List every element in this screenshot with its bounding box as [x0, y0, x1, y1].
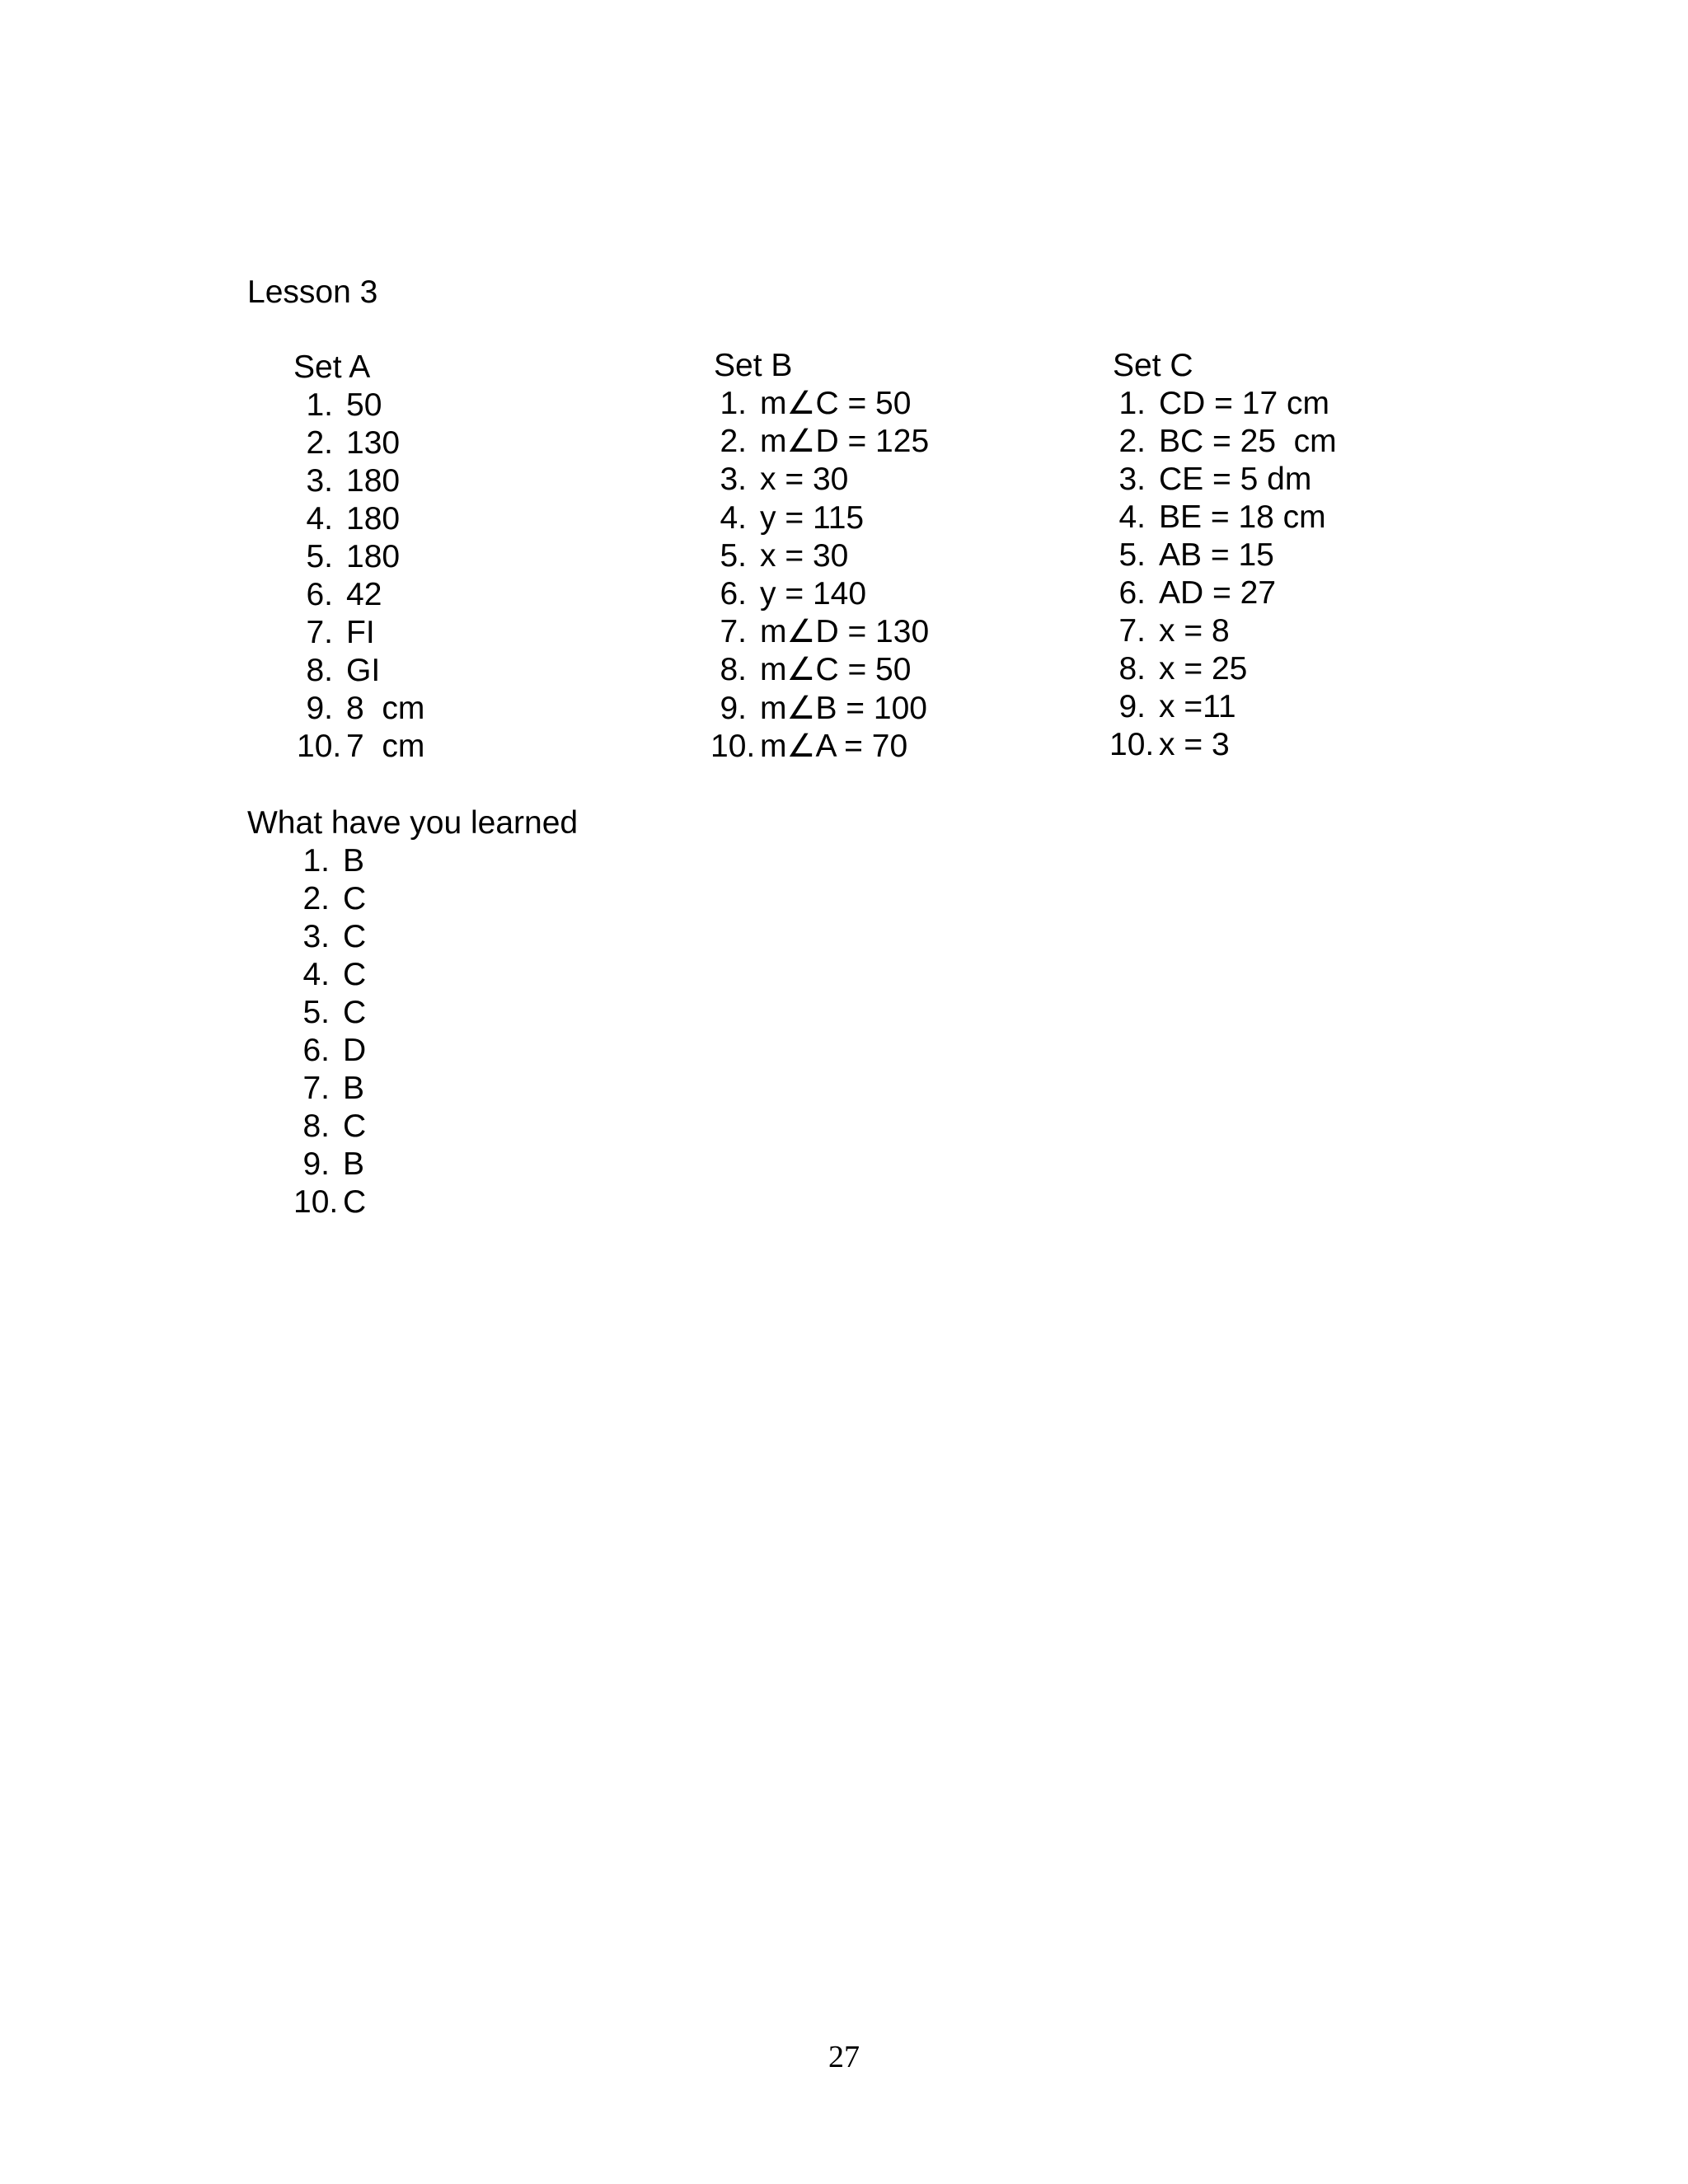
answer-number: 7.: [720, 614, 747, 650]
answer-text: 7 cm: [346, 729, 425, 764]
answer-number: 6.: [302, 1033, 330, 1068]
answer-item: [710, 537, 929, 575]
answer-number: 9.: [720, 690, 747, 726]
answer-item: [293, 1070, 578, 1108]
answer-number: 8.: [720, 652, 747, 688]
answer-text: 180: [346, 501, 401, 537]
answer-item: [293, 1032, 578, 1070]
set-a-heading: Set A: [293, 349, 371, 385]
answer-text: x = 8: [1159, 613, 1230, 649]
answer-number: 8.: [302, 1108, 330, 1144]
answer-text: CE = 5 dm: [1159, 462, 1312, 497]
answer-text: C: [343, 1108, 367, 1144]
answer-item: [710, 385, 929, 423]
answer-text: m∠C = 50: [760, 386, 912, 421]
answer-number: 9.: [302, 1146, 330, 1182]
set-c-heading: Set C: [1113, 348, 1193, 383]
answer-number: 10.: [293, 1184, 339, 1220]
answer-item: [1109, 612, 1337, 650]
answer-number: 5.: [302, 995, 330, 1030]
answer-text: C: [343, 995, 367, 1030]
answer-text: 180: [346, 463, 401, 499]
answer-text: y = 115: [760, 499, 865, 536]
answer-number: 2.: [306, 425, 333, 461]
answer-number: 10.: [1109, 727, 1155, 762]
answer-item: [710, 461, 929, 499]
answer-number: 3.: [1118, 462, 1146, 497]
answer-item: [710, 575, 929, 613]
answer-text: m∠D = 130: [760, 614, 930, 650]
answer-text: GI: [346, 653, 381, 688]
answer-number: 2.: [1118, 424, 1146, 459]
answer-number: 8.: [1118, 651, 1146, 687]
answer-item: [1109, 537, 1337, 574]
answer-number: 1.: [302, 843, 330, 879]
answer-number: 4.: [720, 499, 747, 536]
answer-text: CD = 17 cm: [1159, 386, 1329, 421]
set-c-section: [1109, 347, 1337, 764]
answer-item: [293, 956, 578, 994]
answer-text: m∠C = 50: [760, 652, 912, 688]
lesson-title: Lesson 3: [247, 274, 378, 310]
answer-text: C: [343, 919, 367, 954]
answer-item: [293, 1108, 578, 1146]
answer-number: 9.: [1118, 689, 1146, 724]
answer-item: [1109, 726, 1337, 764]
answer-item: [297, 424, 424, 462]
answer-text: m∠A = 70: [760, 728, 908, 764]
answer-text: B: [343, 1071, 365, 1106]
answer-item: [297, 652, 424, 690]
what-have-you-learned-heading: What have you learned: [247, 805, 579, 841]
answer-item: [710, 728, 929, 766]
answer-text: m∠B = 100: [760, 690, 927, 726]
answer-text: y = 140: [760, 575, 867, 612]
answer-item: [710, 651, 929, 689]
answer-text: 8 cm: [346, 691, 425, 726]
answer-text: x = 3: [1159, 727, 1230, 762]
answer-number: 2.: [302, 881, 330, 916]
answer-item: [1109, 688, 1337, 726]
answer-text: x = 30: [760, 462, 849, 498]
answer-number: 5.: [306, 539, 333, 574]
answer-item: [297, 500, 424, 538]
answer-text: B: [343, 843, 365, 879]
answer-item: [1109, 385, 1337, 423]
answer-text: B: [343, 1146, 365, 1182]
answer-number: 7.: [302, 1071, 330, 1106]
answer-text: AD = 27: [1159, 575, 1277, 611]
set-b-section: [710, 347, 930, 766]
answer-item: [1109, 461, 1337, 499]
page-number: 27: [828, 2040, 860, 2074]
answer-number: 5.: [1118, 537, 1146, 573]
answer-item: [293, 842, 578, 880]
answer-item: [297, 538, 424, 576]
answer-number: 7.: [1118, 613, 1146, 649]
answer-number: 3.: [720, 462, 747, 498]
answer-text: m∠D = 125: [760, 424, 930, 460]
answer-item: [1109, 574, 1337, 612]
answer-text: 42: [346, 577, 382, 612]
answer-text: FI: [346, 615, 375, 650]
answer-number: 6.: [720, 575, 747, 612]
answer-item: [297, 576, 424, 614]
answer-item: [297, 690, 424, 728]
answer-item: [297, 614, 424, 652]
answer-item: [293, 994, 578, 1032]
set-b-heading: Set B: [714, 348, 793, 383]
answer-number: 10.: [710, 728, 756, 764]
answer-number: 1.: [1118, 386, 1146, 421]
answer-number: 4.: [302, 957, 330, 992]
set-c-answer-list: [1109, 385, 1337, 764]
answer-number: 5.: [720, 537, 747, 574]
answer-text: 130: [346, 425, 401, 461]
answer-text: D: [343, 1033, 367, 1068]
answer-item: [710, 499, 929, 537]
answer-item: [297, 462, 424, 500]
answer-item: [1109, 650, 1337, 688]
answer-item: [293, 1146, 578, 1183]
answer-text: C: [343, 1184, 367, 1220]
answer-number: 2.: [720, 424, 747, 460]
answer-number: 1.: [720, 386, 747, 421]
answer-number: 4.: [1118, 499, 1146, 535]
answer-number: 8.: [306, 653, 333, 688]
answer-item: [710, 613, 929, 651]
what-have-you-learned-section: [247, 804, 578, 1221]
answer-text: x =11: [1159, 689, 1236, 724]
answer-item: [293, 880, 578, 918]
answer-number: 7.: [306, 615, 333, 650]
answer-number: 10.: [297, 729, 342, 764]
answer-text: x = 30: [760, 537, 849, 574]
answer-number: 6.: [1118, 575, 1146, 611]
answer-number: 3.: [306, 463, 333, 499]
answer-text: BE = 18 cm: [1159, 499, 1326, 535]
answer-number: 3.: [302, 919, 330, 954]
answer-text: BC = 25 cm: [1159, 424, 1337, 459]
answer-number: 6.: [306, 577, 333, 612]
answer-item: [293, 918, 578, 956]
answer-number: 9.: [306, 691, 333, 726]
answer-item: [710, 423, 929, 461]
set-a-answer-list: [297, 387, 424, 766]
answer-number: 1.: [306, 387, 333, 423]
set-b-answer-list: [710, 385, 929, 766]
what-have-you-learned-answer-list: [293, 842, 578, 1221]
answer-item: [297, 728, 424, 766]
answer-text: C: [343, 881, 367, 916]
answer-number: 4.: [306, 501, 333, 537]
answer-item: [1109, 423, 1337, 461]
answer-text: AB = 15: [1159, 537, 1274, 573]
answer-text: x = 25: [1159, 651, 1248, 687]
answer-text: 180: [346, 539, 401, 574]
answer-item: [1109, 499, 1337, 537]
answer-text: C: [343, 957, 367, 992]
answer-item: [710, 690, 929, 728]
answer-item: [297, 387, 424, 424]
answer-text: 50: [346, 387, 382, 423]
answer-item: [293, 1183, 578, 1221]
set-a-section: [293, 349, 424, 766]
